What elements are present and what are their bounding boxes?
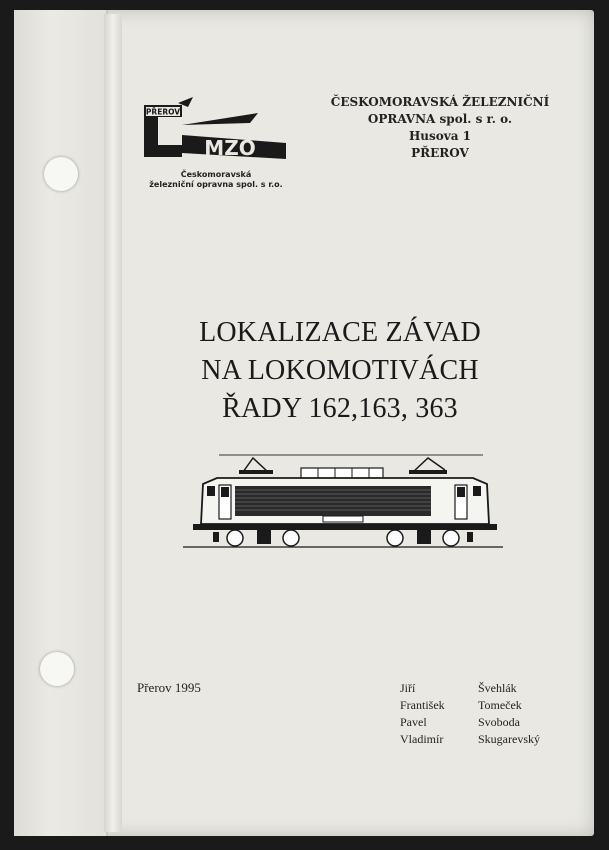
author-first-name: Pavel [400, 715, 427, 729]
place-and-year: Přerov 1995 [137, 680, 201, 695]
author-last-name: Svoboda [478, 715, 520, 729]
book-title [150, 314, 530, 428]
company-street: Husova 1 [408, 129, 472, 143]
author-last-name: Skugarevský [478, 732, 540, 746]
book-spine [14, 10, 108, 836]
company-name: ČESKOMORAVSKÁ ŽELEZNIČNÍ [330, 95, 550, 109]
logo-caption-line: Českomoravská [180, 170, 252, 179]
locomotive-illustration [183, 452, 503, 552]
company-legal-form: OPRAVNA spol. s r. o. [367, 112, 513, 126]
author-last-name: Švehlák [478, 681, 517, 695]
author-first-name: František [400, 698, 445, 712]
cmzo-logo [138, 95, 288, 170]
author-last-name: Tomeček [478, 698, 522, 712]
title-line: NA LOKOMOTIVÁCH [201, 355, 479, 386]
binding-hole-bottom [40, 652, 74, 686]
company-address [300, 94, 580, 162]
spine-groove [104, 14, 122, 832]
company-city: PŘEROV [411, 146, 469, 160]
binding-hole-top [44, 157, 78, 191]
author-first-name: Vladimír [400, 732, 444, 746]
logo-caption-line: železniční opravna spol. s r.o. [149, 180, 283, 189]
title-line: LOKALIZACE ZÁVAD [199, 317, 481, 348]
logo-mark-text: MŽO [204, 136, 256, 160]
author-first-name: Jiří [400, 681, 416, 695]
logo-badge-text: PŘEROV [145, 107, 181, 117]
logo-caption [146, 170, 286, 190]
title-line: ŘADY 162,163, 363 [222, 393, 458, 424]
